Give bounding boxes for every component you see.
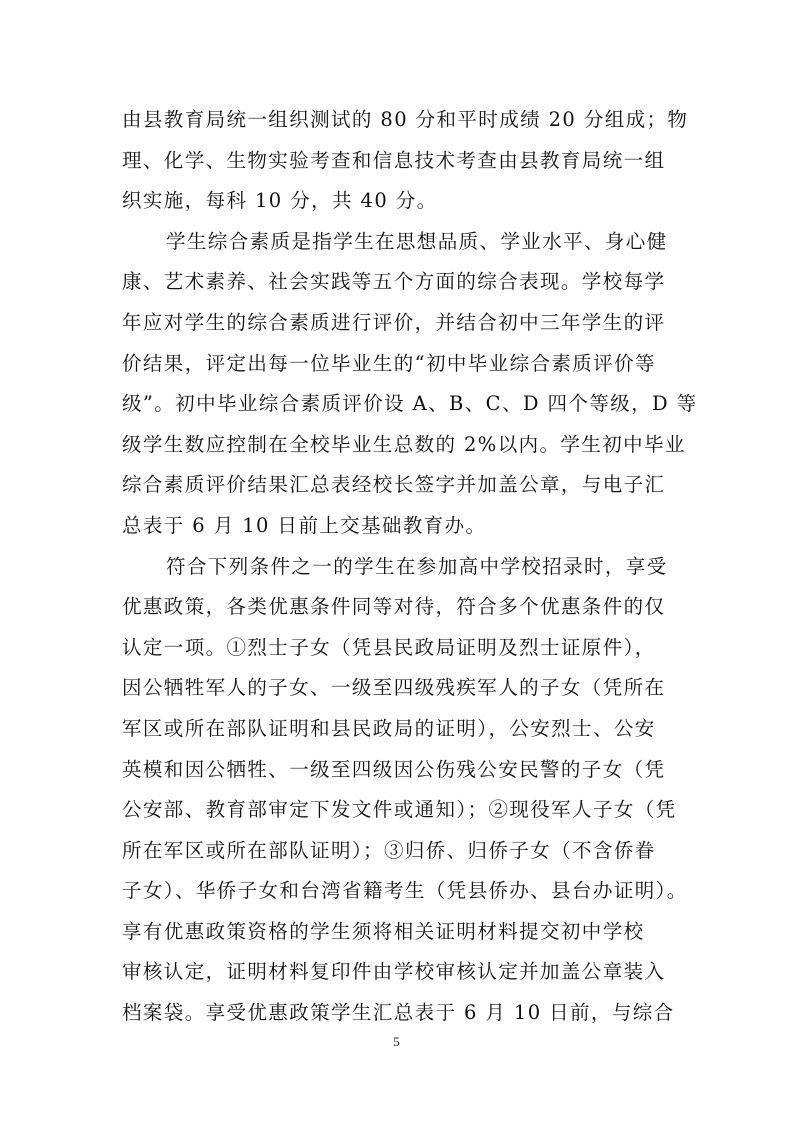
text-line: 级”。初中毕业综合素质评价设 A、B、C、D 四个等级，D 等 bbox=[122, 392, 698, 416]
text-line: 军区或所在部队证明和县民政局的证明），公安烈士、公安 bbox=[122, 716, 656, 740]
text-line: 年应对学生的综合素质进行评价，并结合初中三年学生的评 bbox=[122, 310, 666, 334]
text-line: 所在军区或所在部队证明）；③归侨、归侨子女（不含侨眷 bbox=[122, 838, 656, 862]
text-line: 由县教育局统一组织测试的 80 分和平时成绩 20 分组成；物 bbox=[122, 108, 689, 131]
text-line: 公安部、教育部审定下发文件或通知）；②现役军人子女（凭 bbox=[122, 798, 677, 822]
text-line: 子女）、华侨子女和台湾省籍考生（凭县侨办、县台办证明）。 bbox=[122, 879, 688, 903]
text-line: 优惠政策，各类优惠条件同等对待，符合多个优惠条件的仅 bbox=[122, 595, 666, 619]
text-line: 档案袋。享受优惠政策学生汇总表于 6 月 10 日前，与综合 bbox=[122, 1001, 675, 1025]
paragraph-first-line: 学生综合素质是指学生在思想品质、学业水平、身心健 bbox=[166, 229, 668, 253]
text-line: 织实施，每科 10 分，共 40 分。 bbox=[122, 189, 438, 213]
text-line: 理、化学、生物实验考查和信息技术考查由县教育局统一组 bbox=[122, 148, 666, 172]
body-text bbox=[122, 100, 698, 1034]
page-number: 5 bbox=[393, 1034, 400, 1049]
text-line: 享有优惠政策资格的学生须将相关证明材料提交初中学校 bbox=[122, 919, 645, 943]
text-line: 康、艺术素养、社会实践等五个方面的综合表现。学校每学 bbox=[122, 270, 666, 294]
text-line: 总表于 6 月 10 日前上交基础教育办。 bbox=[122, 513, 487, 537]
text-line: 审核认定，证明材料复印件由学校审核认定并加盖公章装入 bbox=[122, 960, 666, 984]
text-line: 级学生数应控制在全校毕业生总数的 2%以内。学生初中毕业 bbox=[122, 432, 686, 456]
text-line: 因公牺牲军人的子女、一级至四级残疾军人的子女（凭所在 bbox=[122, 676, 666, 700]
paragraph-first-line: 符合下列条件之一的学生在参加高中学校招录时，享受 bbox=[166, 554, 668, 578]
text-line: 价结果，评定出每一位毕业生的“初中毕业综合素质评价等 bbox=[122, 351, 656, 375]
text-line: 综合素质评价结果汇总表经校长签字并加盖公章，与电子汇 bbox=[122, 473, 666, 497]
text-line: 认定一项。①烈士子女（凭县民政局证明及烈士证原件）， bbox=[122, 635, 656, 659]
text-line: 英模和因公牺牲、一级至四级因公伤残公安民警的子女（凭 bbox=[122, 757, 666, 781]
